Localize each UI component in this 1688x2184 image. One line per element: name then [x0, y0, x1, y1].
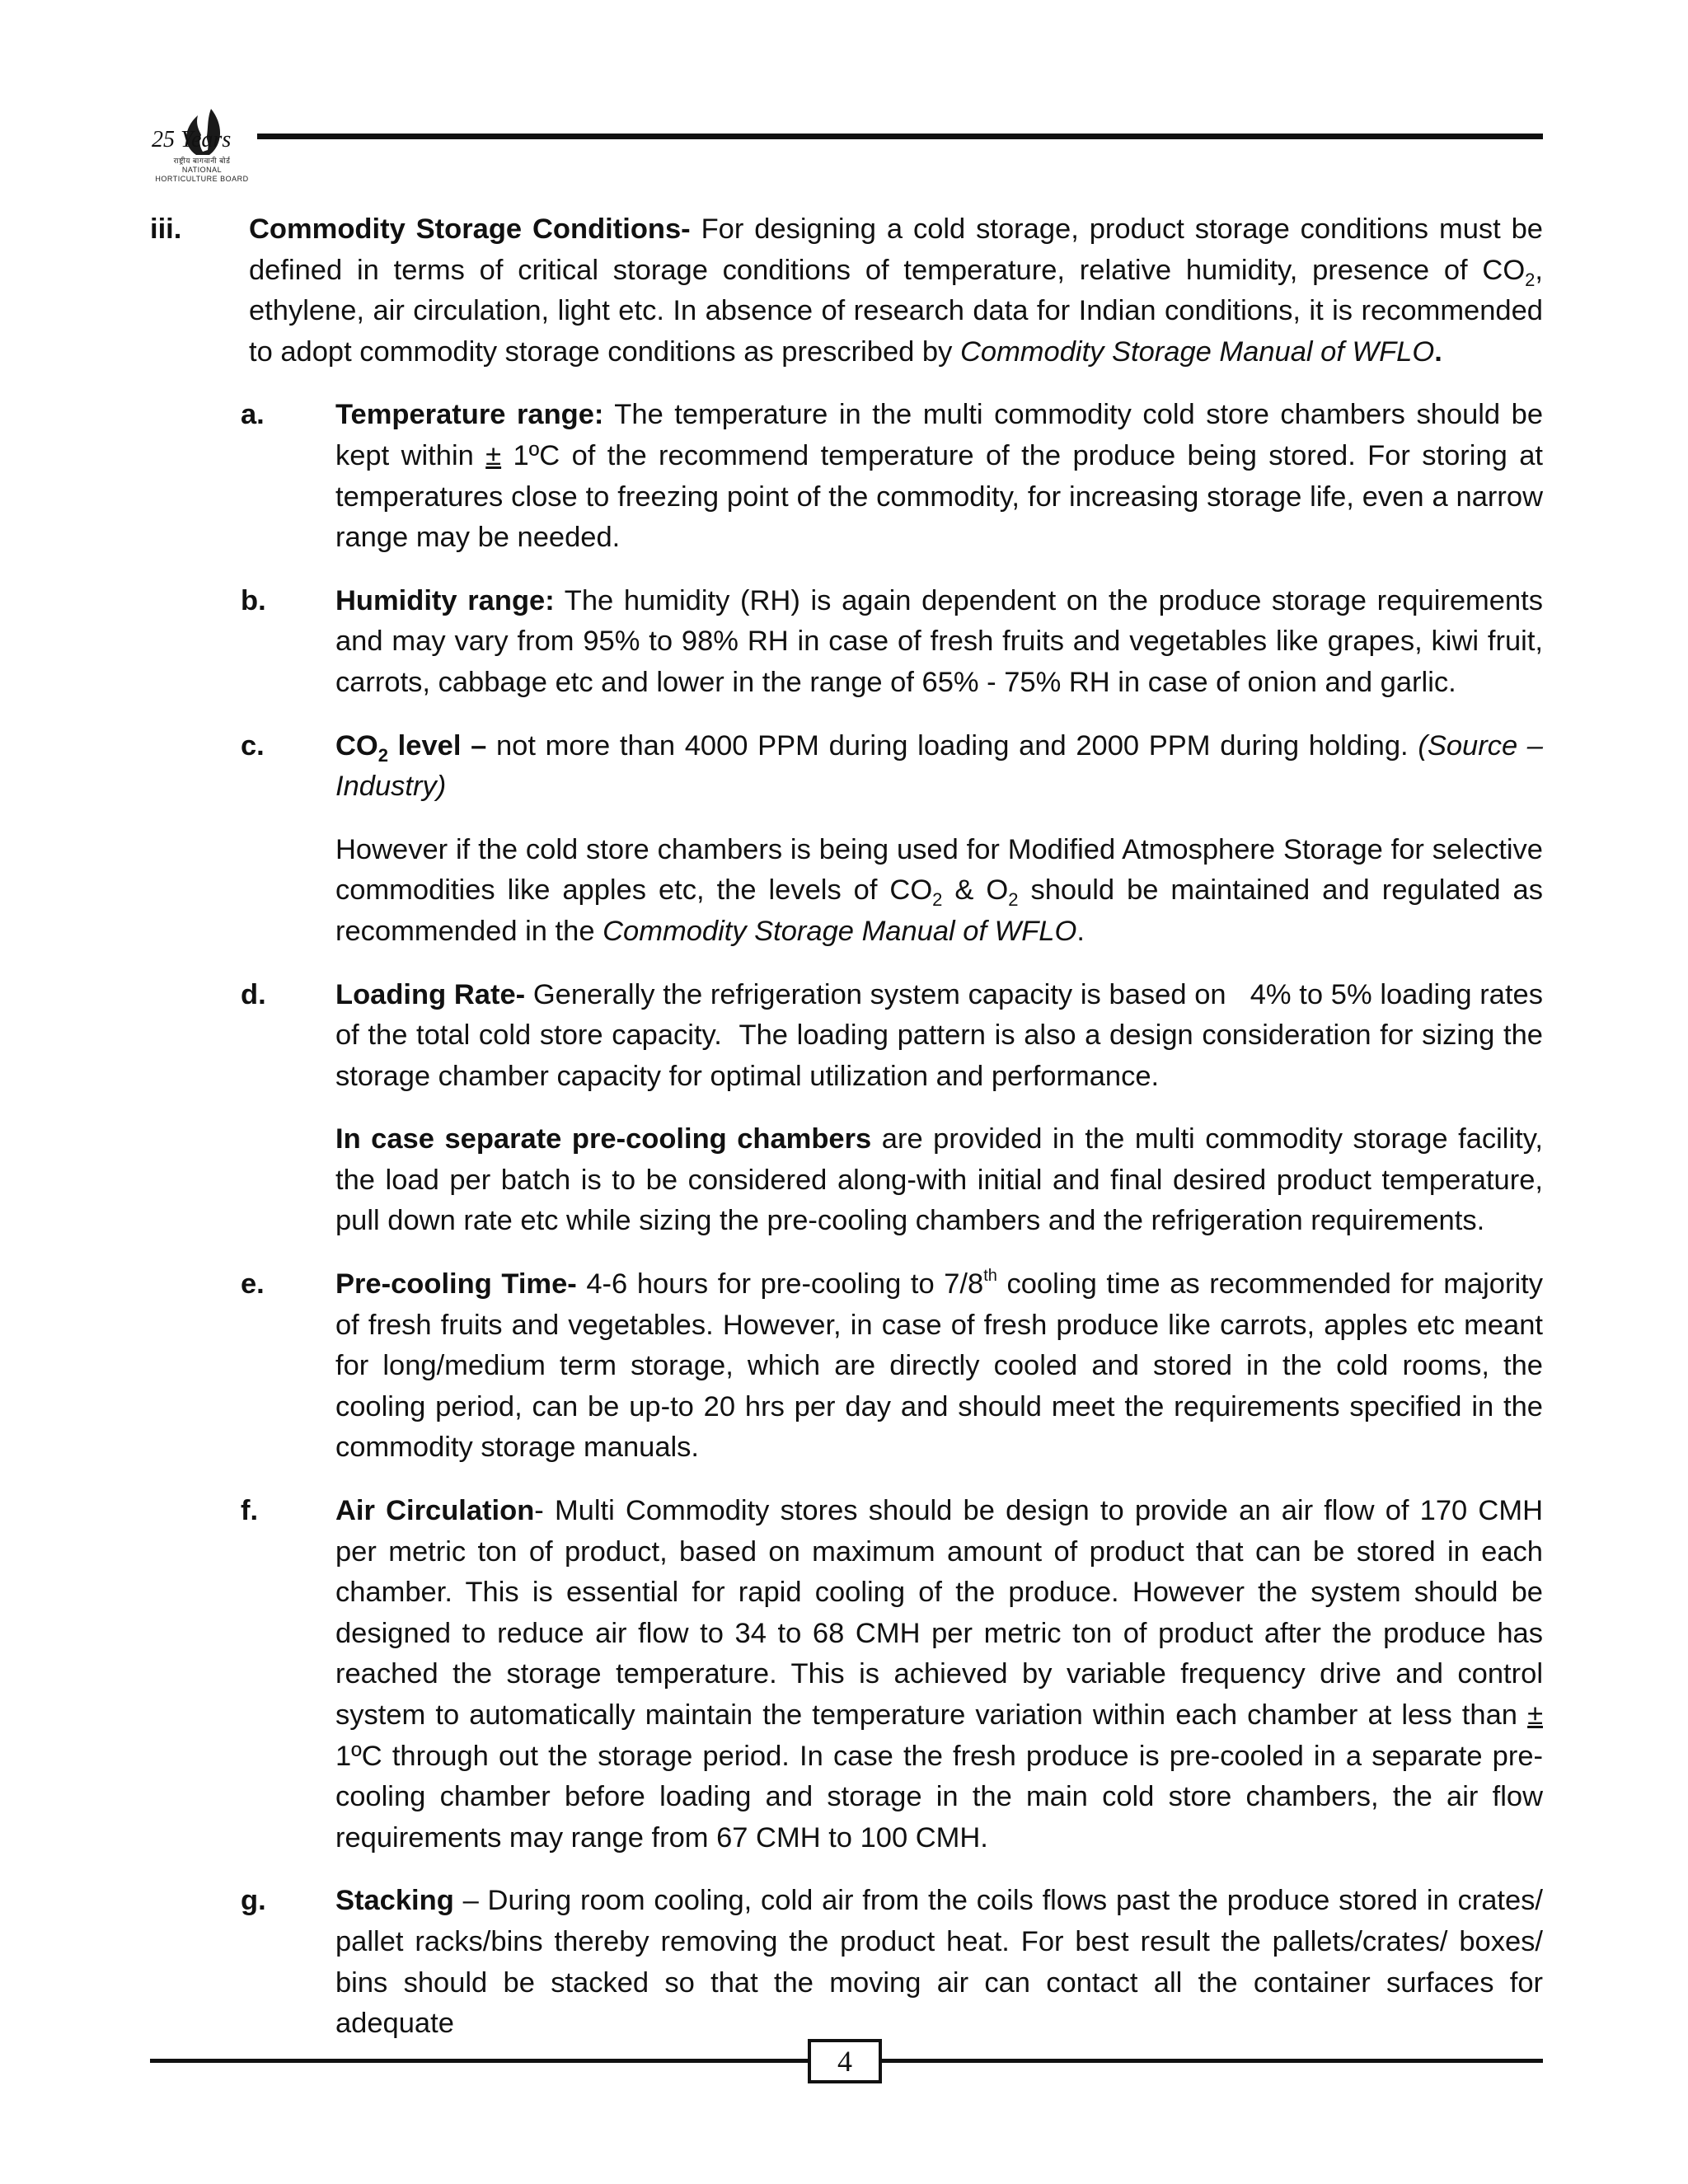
section-marker: iii.	[150, 213, 182, 245]
item-marker: e.	[241, 1268, 265, 1301]
item-marker: d.	[241, 978, 266, 1010]
page-content	[150, 209, 1551, 2045]
footer-rule-right	[880, 2059, 1543, 2063]
item-heading: Pre-cooling Time-	[335, 1268, 577, 1301]
item-marker: g.	[241, 1885, 266, 1917]
item-text-2: 1ºC of the recommend temperature of the produce being stored. For storing at temperatures close to freezing point of the commodity, for increasing storage life, even a narrow range may be needed.	[335, 439, 1543, 554]
item-text: – During room cooling, cold air from the coils flows past the produce stored in crates/ pallet racks/bins thereby removing the product heat. For best result the pallets/crates/ boxes/ bins should be stacked so that the moving air can contact all the container surfaces for adequate	[335, 1885, 1543, 2040]
item-heading: Temperature range:	[335, 399, 604, 431]
item-heading-co: CO	[335, 729, 378, 762]
item-text-2: cooling time as recommended for majority of fresh fruits and vegetables. However, in case of fresh produce like carrots, apples etc meant for long/medium term storage, which are directly cooled and stored in the cold rooms, the cooling period, can be up-to 20 hrs per day and should meet the requirements specified in the commodity storage manuals.	[335, 1268, 1543, 1464]
section-heading: Commodity Storage Conditions-	[249, 213, 691, 245]
co2-subscript: 2	[932, 889, 943, 911]
section-iii-paragraph	[150, 209, 1543, 373]
item-heading: Air Circulation	[335, 1495, 535, 1527]
cont-end: .	[1076, 915, 1085, 947]
item-marker: a.	[241, 399, 265, 431]
item-text-2: 1ºC through out the storage period. In case the fresh produce is pre-cooled in a separate pre-cooling chamber before loading and storage in the main cold store chambers, the air flow requirements may range from 67 CMH to 100 CMH.	[335, 1740, 1543, 1854]
item-a-temperature-range	[150, 395, 1543, 558]
item-text: not more than 4000 PPM during loading and 2000 PPM during holding.	[486, 729, 1418, 762]
item-heading: Loading Rate-	[335, 978, 526, 1010]
item-text-1: 4-6 hours for pre-cooling to 7/8	[576, 1268, 984, 1301]
item-heading: Stacking	[335, 1885, 454, 1917]
footer-rule-left	[150, 2059, 809, 2063]
co2-subscript: 2	[1525, 269, 1536, 290]
wflo-manual-reference: Commodity Storage Manual of WFLO	[959, 335, 1435, 368]
logo-25-years-text: 25 Years	[152, 127, 232, 152]
item-c-continuation	[150, 830, 1543, 953]
item-f-air-circulation	[150, 1491, 1543, 1858]
cont-text-2: & O	[942, 874, 1009, 907]
item-e-pre-cooling-time	[150, 1264, 1543, 1469]
logo-caption	[147, 157, 257, 184]
item-b-humidity-range	[150, 581, 1543, 704]
section-text-2: , ethylene, air circulation, light etc. In absence of research data for Indian conditions, it is recommended to adopt commodity storage conditions as prescribed by	[249, 254, 1543, 368]
o2-subscript: 2	[1008, 889, 1019, 911]
item-heading-rest: level –	[388, 729, 487, 762]
wflo-manual-reference: Commodity Storage Manual of WFLO	[603, 915, 1077, 947]
flame-logo-icon	[148, 97, 256, 160]
item-c-co2-level	[150, 726, 1543, 808]
item-heading: Humidity range:	[335, 584, 555, 616]
logo-caption-english-2: HORTICULTURE BOARD	[155, 175, 249, 183]
cont-text: are provided in the multi commodity storage facility, the load per batch is to be considered along-with initial and final desired product temperature, pull down rate etc while sizing the pre-cooling chambers and the refrigeration requirements.	[335, 1123, 1543, 1237]
source-note: (Source – Industry)	[335, 729, 1543, 803]
th-superscript: th	[983, 1267, 997, 1286]
plus-minus-symbol: ±	[1527, 1699, 1543, 1731]
co2-subscript: 2	[377, 744, 388, 766]
item-text: The humidity (RH) is again dependent on the produce storage requirements and may vary from 95% to 98% RH in case of fresh fruits and vegetables like grapes, kiwi fruit, carrots, cabbage etc and lower in the range of 65% - 75% RH in case of onion and garlic.	[335, 584, 1544, 698]
section-end: .	[1434, 335, 1442, 368]
item-d-continuation	[150, 1119, 1543, 1242]
item-marker: c.	[241, 729, 265, 762]
item-d-loading-rate	[150, 975, 1551, 1098]
item-text-1: The temperature in the multi commodity cold store chambers should be kept within	[335, 399, 1544, 471]
page-number: 4	[808, 2039, 882, 2083]
item-text-1: - Multi Commodity stores should be design to provide an air flow of 170 CMH per metric ton of product, based on maximum amount of product that can be stored in each chamber. This is essential for rapid cooling of the produce. However the system should be designed to reduce air flow to 34 to 68 CMH per metric ton of product after the produce has reached the storage temperature. This is achieved by variable frequency drive and control system to automatically maintain the temperature variation within each chamber at less than	[335, 1495, 1543, 1731]
item-marker: f.	[241, 1495, 259, 1527]
item-text: Generally the refrigeration system capacity is based on 4% to 5% loading rates of the total cold store capacity. The loading pattern is also a design consideration for sizing the storage chamber capacity for optimal utilization and performance.	[335, 978, 1551, 1092]
plus-minus-symbol: ±	[485, 439, 502, 471]
cont-text-3: should be maintained and regulated as recommended in the	[335, 874, 1543, 947]
cont-text-1: However if the cold store chambers is being used for Modified Atmosphere Storage for selective commodities like apples etc, the levels of CO	[335, 833, 1543, 907]
section-text-1: For designing a cold storage, product storage conditions must be defined in terms of critical storage conditions of temperature, relative humidity, presence of CO	[249, 213, 1543, 286]
cont-heading: In case separate pre-cooling chambers	[335, 1123, 872, 1155]
logo-caption-english-1: NATIONAL	[181, 166, 223, 174]
header-rule	[257, 134, 1543, 139]
item-marker: b.	[241, 584, 266, 616]
item-g-stacking	[150, 1881, 1543, 2044]
logo-caption-hindi: राष्ट्रीय बागवानी बोर्ड	[173, 157, 231, 165]
